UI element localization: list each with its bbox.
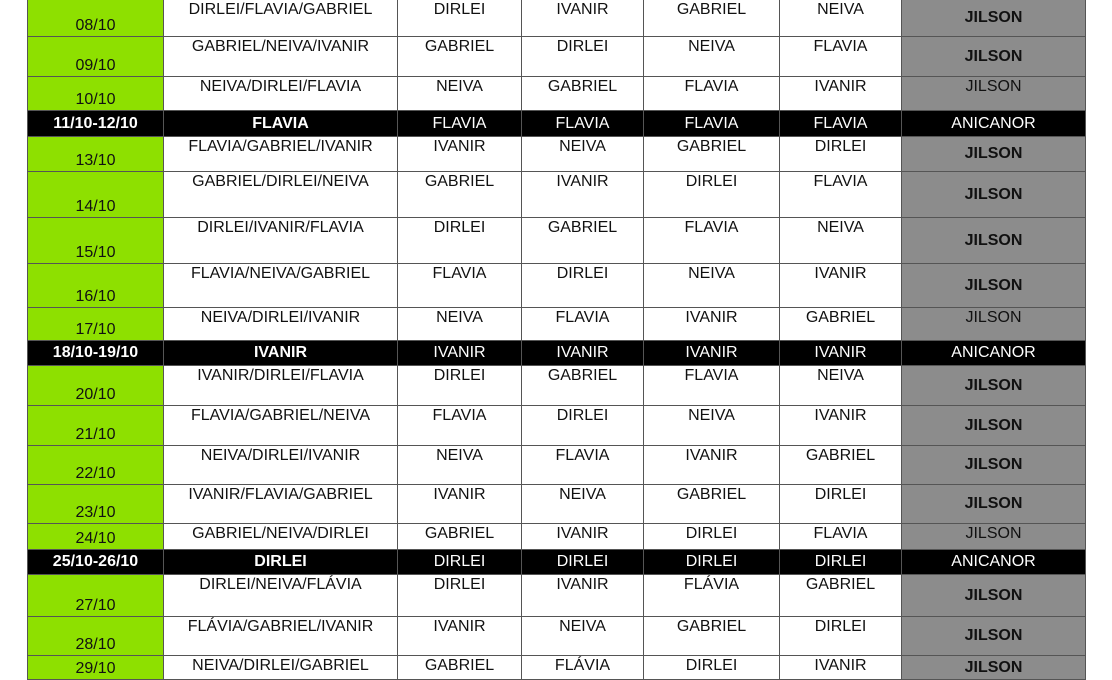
table-row — [28, 550, 1086, 575]
table-row — [28, 37, 1086, 77]
name-cell: IVANIR — [780, 264, 902, 308]
table-row — [28, 0, 1086, 37]
table-row — [28, 446, 1086, 485]
combo-cell: GABRIEL/NEIVA/DIRLEI — [164, 524, 398, 550]
name-cell: NEIVA — [398, 446, 522, 485]
date-cell: 17/10 — [28, 308, 164, 341]
date-cell: 13/10 — [28, 137, 164, 172]
table-row — [28, 111, 1086, 137]
name-cell: GABRIEL — [780, 308, 902, 341]
table-row — [28, 366, 1086, 406]
last-cell: JILSON — [902, 172, 1086, 218]
date-cell: 24/10 — [28, 524, 164, 550]
date-cell: 08/10 — [28, 0, 164, 37]
name-cell: FLAVIA — [522, 446, 644, 485]
table-row — [28, 137, 1086, 172]
last-cell: JILSON — [902, 37, 1086, 77]
name-cell: IVANIR — [522, 341, 644, 366]
name-cell: DIRLEI — [398, 366, 522, 406]
combo-cell: FLAVIA/GABRIEL/IVANIR — [164, 137, 398, 172]
name-cell: NEIVA — [780, 218, 902, 264]
name-cell: DIRLEI — [522, 264, 644, 308]
name-cell: DIRLEI — [398, 218, 522, 264]
last-cell: JILSON — [902, 656, 1086, 680]
schedule-body — [28, 0, 1086, 680]
name-cell: DIRLEI — [398, 550, 522, 575]
date-cell: 11/10-12/10 — [28, 111, 164, 137]
name-cell: GABRIEL — [522, 366, 644, 406]
name-cell: DIRLEI — [398, 575, 522, 617]
combo-cell: DIRLEI/NEIVA/FLÁVIA — [164, 575, 398, 617]
last-cell: JILSON — [902, 264, 1086, 308]
name-cell: NEIVA — [398, 77, 522, 111]
date-cell: 27/10 — [28, 575, 164, 617]
date-cell: 22/10 — [28, 446, 164, 485]
combo-cell: FLAVIA — [164, 111, 398, 137]
schedule-table — [27, 0, 1086, 680]
name-cell: GABRIEL — [644, 617, 780, 656]
table-row — [28, 218, 1086, 264]
last-cell: JILSON — [902, 137, 1086, 172]
last-cell: JILSON — [902, 0, 1086, 37]
combo-cell: DIRLEI/FLAVIA/GABRIEL — [164, 0, 398, 37]
table-row — [28, 172, 1086, 218]
combo-cell: DIRLEI/IVANIR/FLAVIA — [164, 218, 398, 264]
combo-cell: FLÁVIA/GABRIEL/IVANIR — [164, 617, 398, 656]
last-cell: JILSON — [902, 575, 1086, 617]
name-cell: GABRIEL — [780, 575, 902, 617]
name-cell: FLAVIA — [398, 111, 522, 137]
name-cell: FLAVIA — [398, 406, 522, 446]
name-cell: DIRLEI — [522, 37, 644, 77]
name-cell: DIRLEI — [398, 0, 522, 37]
name-cell: IVANIR — [780, 406, 902, 446]
combo-cell: NEIVA/DIRLEI/IVANIR — [164, 308, 398, 341]
name-cell: DIRLEI — [780, 485, 902, 524]
combo-cell: GABRIEL/NEIVA/IVANIR — [164, 37, 398, 77]
date-cell: 10/10 — [28, 77, 164, 111]
name-cell: DIRLEI — [644, 524, 780, 550]
name-cell: GABRIEL — [522, 218, 644, 264]
name-cell: DIRLEI — [780, 550, 902, 575]
name-cell: IVANIR — [780, 656, 902, 680]
name-cell: GABRIEL — [644, 137, 780, 172]
combo-cell: GABRIEL/DIRLEI/NEIVA — [164, 172, 398, 218]
name-cell: FLAVIA — [644, 111, 780, 137]
name-cell: IVANIR — [522, 524, 644, 550]
name-cell: IVANIR — [398, 137, 522, 172]
name-cell: IVANIR — [644, 446, 780, 485]
name-cell: DIRLEI — [644, 550, 780, 575]
last-cell: JILSON — [902, 218, 1086, 264]
table-row — [28, 485, 1086, 524]
name-cell: FLAVIA — [522, 308, 644, 341]
name-cell: NEIVA — [522, 137, 644, 172]
name-cell: NEIVA — [780, 0, 902, 37]
name-cell: IVANIR — [644, 341, 780, 366]
combo-cell: DIRLEI — [164, 550, 398, 575]
last-cell: JILSON — [902, 406, 1086, 446]
combo-cell: NEIVA/DIRLEI/IVANIR — [164, 446, 398, 485]
last-cell: JILSON — [902, 308, 1086, 341]
table-row — [28, 308, 1086, 341]
last-cell: ANICANOR — [902, 550, 1086, 575]
table-row — [28, 575, 1086, 617]
name-cell: GABRIEL — [780, 446, 902, 485]
name-cell: IVANIR — [398, 341, 522, 366]
last-cell: JILSON — [902, 77, 1086, 111]
name-cell: GABRIEL — [398, 37, 522, 77]
date-cell: 14/10 — [28, 172, 164, 218]
date-cell: 23/10 — [28, 485, 164, 524]
date-cell: 18/10-19/10 — [28, 341, 164, 366]
date-cell: 15/10 — [28, 218, 164, 264]
date-cell: 28/10 — [28, 617, 164, 656]
name-cell: GABRIEL — [644, 485, 780, 524]
name-cell: FLAVIA — [780, 37, 902, 77]
name-cell: GABRIEL — [398, 656, 522, 680]
table-row — [28, 656, 1086, 680]
name-cell: DIRLEI — [780, 137, 902, 172]
last-cell: JILSON — [902, 446, 1086, 485]
date-cell: 21/10 — [28, 406, 164, 446]
name-cell: GABRIEL — [398, 172, 522, 218]
date-cell: 20/10 — [28, 366, 164, 406]
name-cell: IVANIR — [644, 308, 780, 341]
name-cell: IVANIR — [522, 575, 644, 617]
combo-cell: IVANIR/DIRLEI/FLAVIA — [164, 366, 398, 406]
table-row — [28, 77, 1086, 111]
name-cell: DIRLEI — [522, 550, 644, 575]
combo-cell: IVANIR/FLAVIA/GABRIEL — [164, 485, 398, 524]
table-row — [28, 617, 1086, 656]
name-cell: FLAVIA — [644, 366, 780, 406]
combo-cell: FLAVIA/GABRIEL/NEIVA — [164, 406, 398, 446]
name-cell: NEIVA — [644, 264, 780, 308]
name-cell: GABRIEL — [522, 77, 644, 111]
last-cell: JILSON — [902, 366, 1086, 406]
name-cell: NEIVA — [780, 366, 902, 406]
name-cell: FLAVIA — [644, 218, 780, 264]
name-cell: NEIVA — [644, 37, 780, 77]
last-cell: JILSON — [902, 485, 1086, 524]
name-cell: IVANIR — [522, 0, 644, 37]
date-cell: 25/10-26/10 — [28, 550, 164, 575]
name-cell: IVANIR — [522, 172, 644, 218]
name-cell: GABRIEL — [398, 524, 522, 550]
name-cell: FLAVIA — [780, 111, 902, 137]
date-cell: 29/10 — [28, 656, 164, 680]
name-cell: IVANIR — [398, 617, 522, 656]
name-cell: FLAVIA — [780, 524, 902, 550]
last-cell: ANICANOR — [902, 341, 1086, 366]
name-cell: FLAVIA — [522, 111, 644, 137]
name-cell: FLAVIA — [644, 77, 780, 111]
name-cell: FLÁVIA — [522, 656, 644, 680]
name-cell: GABRIEL — [644, 0, 780, 37]
combo-cell: NEIVA/DIRLEI/GABRIEL — [164, 656, 398, 680]
date-cell: 16/10 — [28, 264, 164, 308]
table-row — [28, 524, 1086, 550]
name-cell: IVANIR — [780, 77, 902, 111]
name-cell: DIRLEI — [644, 656, 780, 680]
date-cell: 09/10 — [28, 37, 164, 77]
name-cell: NEIVA — [644, 406, 780, 446]
name-cell: NEIVA — [522, 485, 644, 524]
name-cell: IVANIR — [398, 485, 522, 524]
combo-cell: NEIVA/DIRLEI/FLAVIA — [164, 77, 398, 111]
name-cell: DIRLEI — [780, 617, 902, 656]
table-row — [28, 341, 1086, 366]
name-cell: FLAVIA — [780, 172, 902, 218]
last-cell: JILSON — [902, 617, 1086, 656]
table-row — [28, 264, 1086, 308]
name-cell: DIRLEI — [644, 172, 780, 218]
combo-cell: FLAVIA/NEIVA/GABRIEL — [164, 264, 398, 308]
table-row — [28, 406, 1086, 446]
name-cell: FLAVIA — [398, 264, 522, 308]
name-cell: NEIVA — [522, 617, 644, 656]
last-cell: JILSON — [902, 524, 1086, 550]
name-cell: IVANIR — [780, 341, 902, 366]
combo-cell: IVANIR — [164, 341, 398, 366]
name-cell: FLÁVIA — [644, 575, 780, 617]
last-cell: ANICANOR — [902, 111, 1086, 137]
name-cell: NEIVA — [398, 308, 522, 341]
name-cell: DIRLEI — [522, 406, 644, 446]
